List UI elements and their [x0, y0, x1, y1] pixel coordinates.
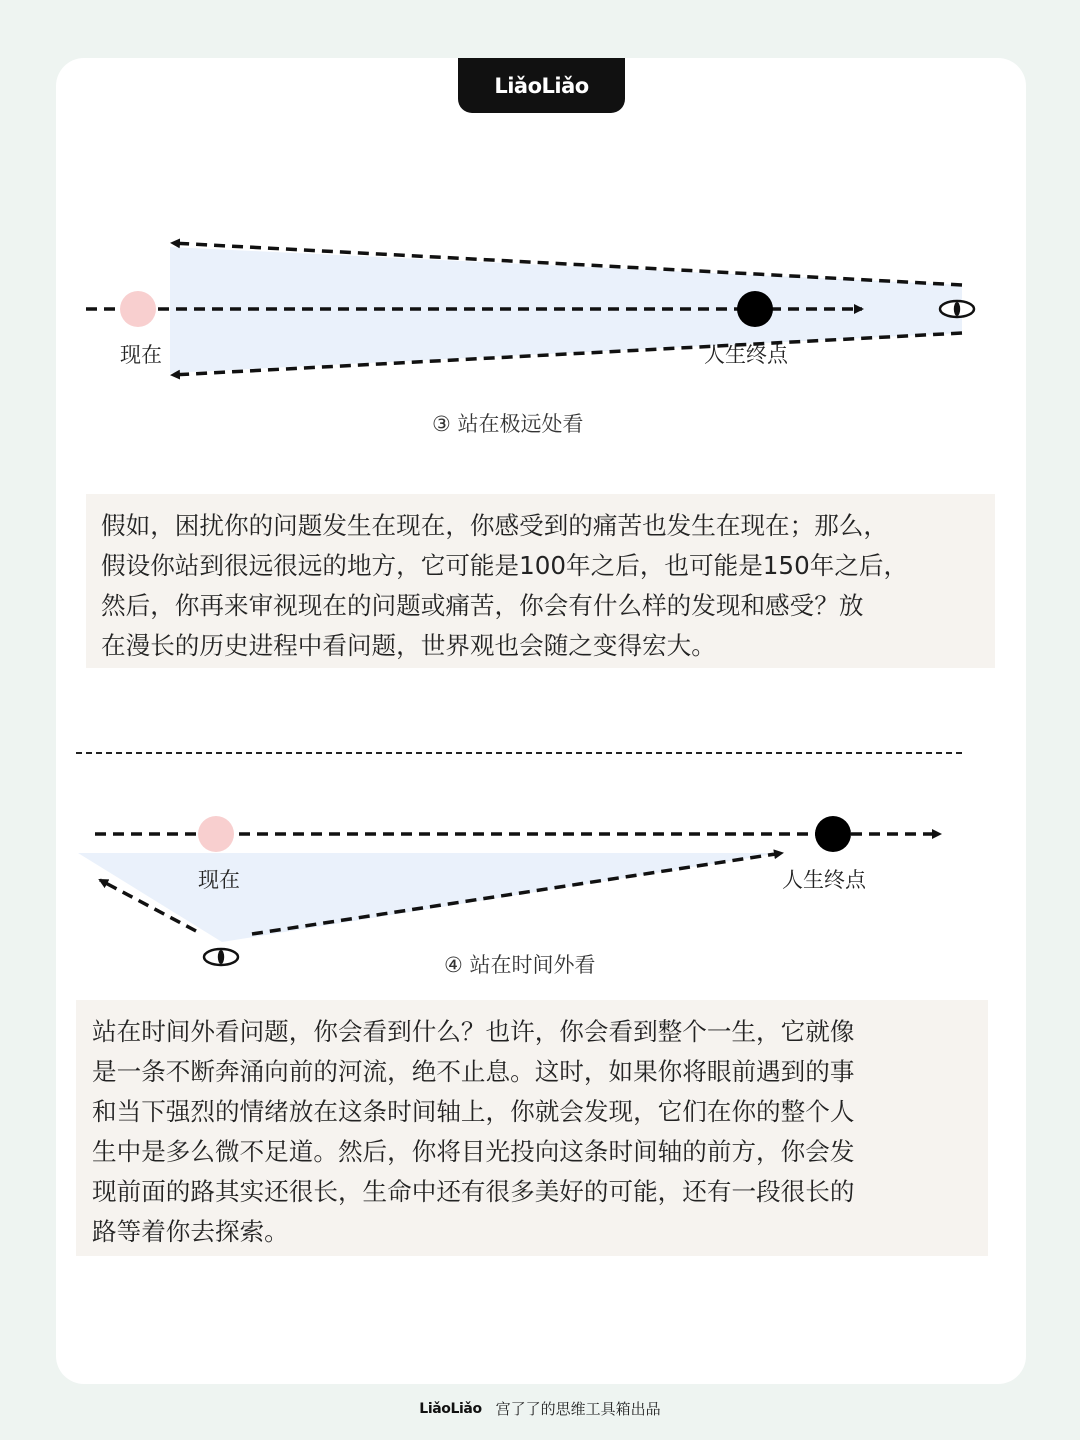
paragraph-line: 在漫长的历史进程中看问题，世界观也会随之变得宏大。	[101, 631, 716, 660]
explanation-outside-view	[76, 1000, 988, 1256]
now-label-far: 现在	[120, 343, 162, 367]
eye-icon	[940, 301, 974, 317]
now-label-outside: 现在	[198, 868, 240, 892]
caption-far-view: ③ 站在极远处看	[432, 412, 584, 436]
paragraph-line: 生中是多么微不足道。然后，你将目光投向这条时间轴的前方，你会发	[92, 1137, 855, 1166]
life-end-label-outside: 人生终点	[782, 868, 866, 892]
paragraph-line: 和当下强烈的情绪放在这条时间轴上，你就会发现，它们在你的整个人	[92, 1097, 855, 1126]
section-divider	[76, 752, 962, 754]
paragraph-line: 现前面的路其实还很长，生命中还有很多美好的可能，还有一段很长的	[92, 1177, 855, 1206]
paragraph-line: 假设你站到很远很远的地方，它可能是100年之后，也可能是150年之后，	[101, 551, 909, 580]
life-end-point-far	[737, 291, 773, 327]
paragraph-line: 然后，你再来审视现在的问题或痛苦，你会有什么样的发现和感受？放	[101, 591, 864, 620]
now-point-outside	[198, 816, 234, 852]
explanation-far-view	[86, 494, 995, 668]
paragraph-line: 假如，困扰你的问题发生在现在，你感受到的痛苦也发生在现在；那么，	[101, 511, 889, 540]
paragraph-line: 是一条不断奔涌向前的河流，绝不止息。这时，如果你将眼前遇到的事	[92, 1057, 855, 1086]
now-point-far	[120, 291, 156, 327]
life-end-point-outside	[815, 816, 851, 852]
footer-logo: LiǎoLiǎo	[419, 1400, 482, 1417]
life-end-label-far: 人生终点	[704, 343, 788, 367]
footer-credit: 宫了了的思维工具箱出品	[495, 1400, 661, 1418]
footer	[0, 1398, 1080, 1419]
caption-outside-view: ④ 站在时间外看	[444, 953, 596, 977]
view-cone-outside	[78, 853, 780, 942]
paragraph-line: 路等着你去探索。	[92, 1217, 289, 1246]
brand-logo: LiǎoLiǎo	[494, 73, 589, 98]
paragraph-line: 站在时间外看问题，你会看到什么？也许，你会看到整个一生，它就像	[92, 1017, 855, 1046]
eye-icon	[204, 949, 238, 965]
